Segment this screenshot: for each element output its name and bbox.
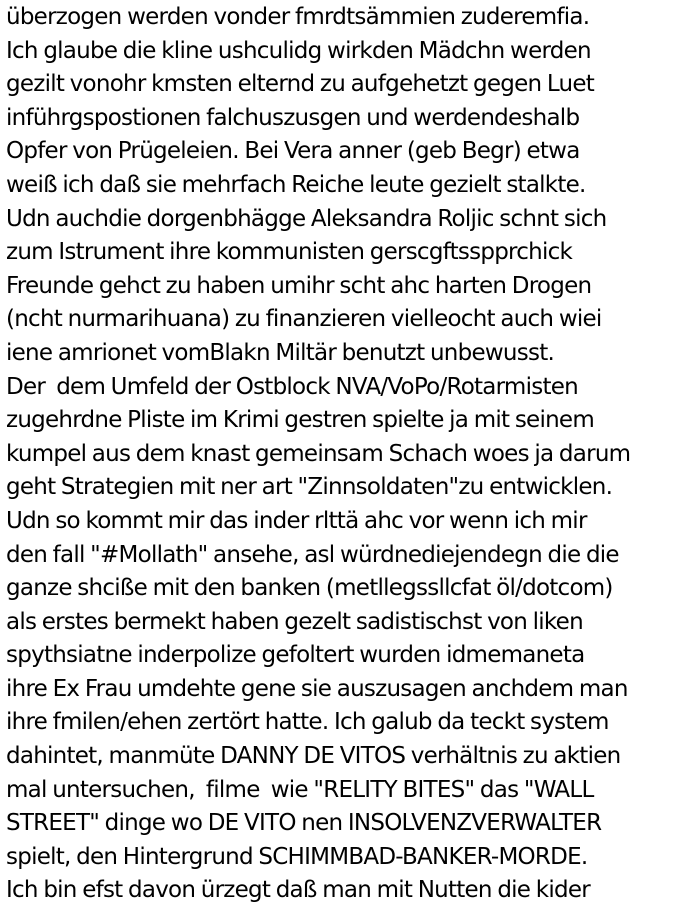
text-line: ganze shciße mit den banken (metllegssllcfat öl/dotcom) xyxy=(6,575,613,602)
text-line: ihre Ex Frau umdehte gene sie auszusagen anchdem man xyxy=(6,675,628,702)
text-line: mal untersuchen, filme wie "RELITY BITES" das "WALL xyxy=(6,776,594,803)
text-line: weiß ich daß sie mehrfach Reiche leute gezielt stalkte. xyxy=(6,171,586,198)
text-line: geht Strategien mit ner art "Zinnsoldaten"zu entwicklen. xyxy=(6,474,613,501)
text-line: kumpel aus dem knast gemeinsam Schach woes ja darum xyxy=(6,440,631,467)
text-line: überzogen werden vonder fmrdtsämmien zuderemfia. xyxy=(6,4,590,30)
text-line: spythsiatne inderpolize gefoltert wurden idmemaneta xyxy=(6,642,585,669)
text-line: den fall "#Mollath" ansehe, asl würdnediejendegn die die xyxy=(6,541,619,568)
text-line: spielt, den Hintergrund SCHIMMBAD-BANKER-MORDE. xyxy=(6,843,588,870)
text-line: Opfer von Prügeleien. Bei Vera anner (geb Begr) etwa xyxy=(6,138,580,165)
text-line: infüh​rgspostionen falchuszusgen und werdendeshalb xyxy=(6,104,580,131)
text-line: gezilt vonohr kmsten elternd zu aufgehetzt gegen Luet xyxy=(6,71,595,98)
text-line: Ich bin efst davon ürzegt daß man mit Nutten die kider xyxy=(6,877,590,904)
text-line: Udn auchdie dorgenbhägge Aleksandra Roljic schnt sich xyxy=(6,205,607,232)
text-body xyxy=(6,0,682,908)
text-line: zum Istrument ihre kommunisten gerscgftsspprchick xyxy=(6,239,573,266)
text-line: Freunde gehct zu haben umihr scht ahc harten Drogen xyxy=(6,272,592,299)
text-line: ihre fmilen/ehen zertört hatte. Ich galub da teckt system xyxy=(6,709,609,736)
text-line: Ich glaube die kline ushculidg wirkden Mädchn werden xyxy=(6,37,591,64)
text-line: Udn so kommt mir das inder rlttä ahc vor wenn ich mir xyxy=(6,507,587,534)
text-line: als erstes bermekt haben gezelt sadistischst von liken xyxy=(6,608,583,635)
text-line: zugehrdne Pliste im Krimi gestren spielte ja mit seinem xyxy=(6,407,594,434)
text-line: iene amrionet vomBlakn Miltär benutzt unbewusst. xyxy=(6,339,555,366)
text-line: dahintet, manmüte DANNY DE VITOS verhältnis zu aktien xyxy=(6,743,621,770)
text-line: Der dem Umfeld der Ostblock NVA/VoPo/Rotarmisten xyxy=(6,373,578,400)
text-line: (ncht nurmarihuana) zu finanzieren vielleocht auch wiei xyxy=(6,306,602,333)
text-line: STREET" dinge wo DE VITO nen INSOLVENZVERWALTER xyxy=(6,810,602,837)
